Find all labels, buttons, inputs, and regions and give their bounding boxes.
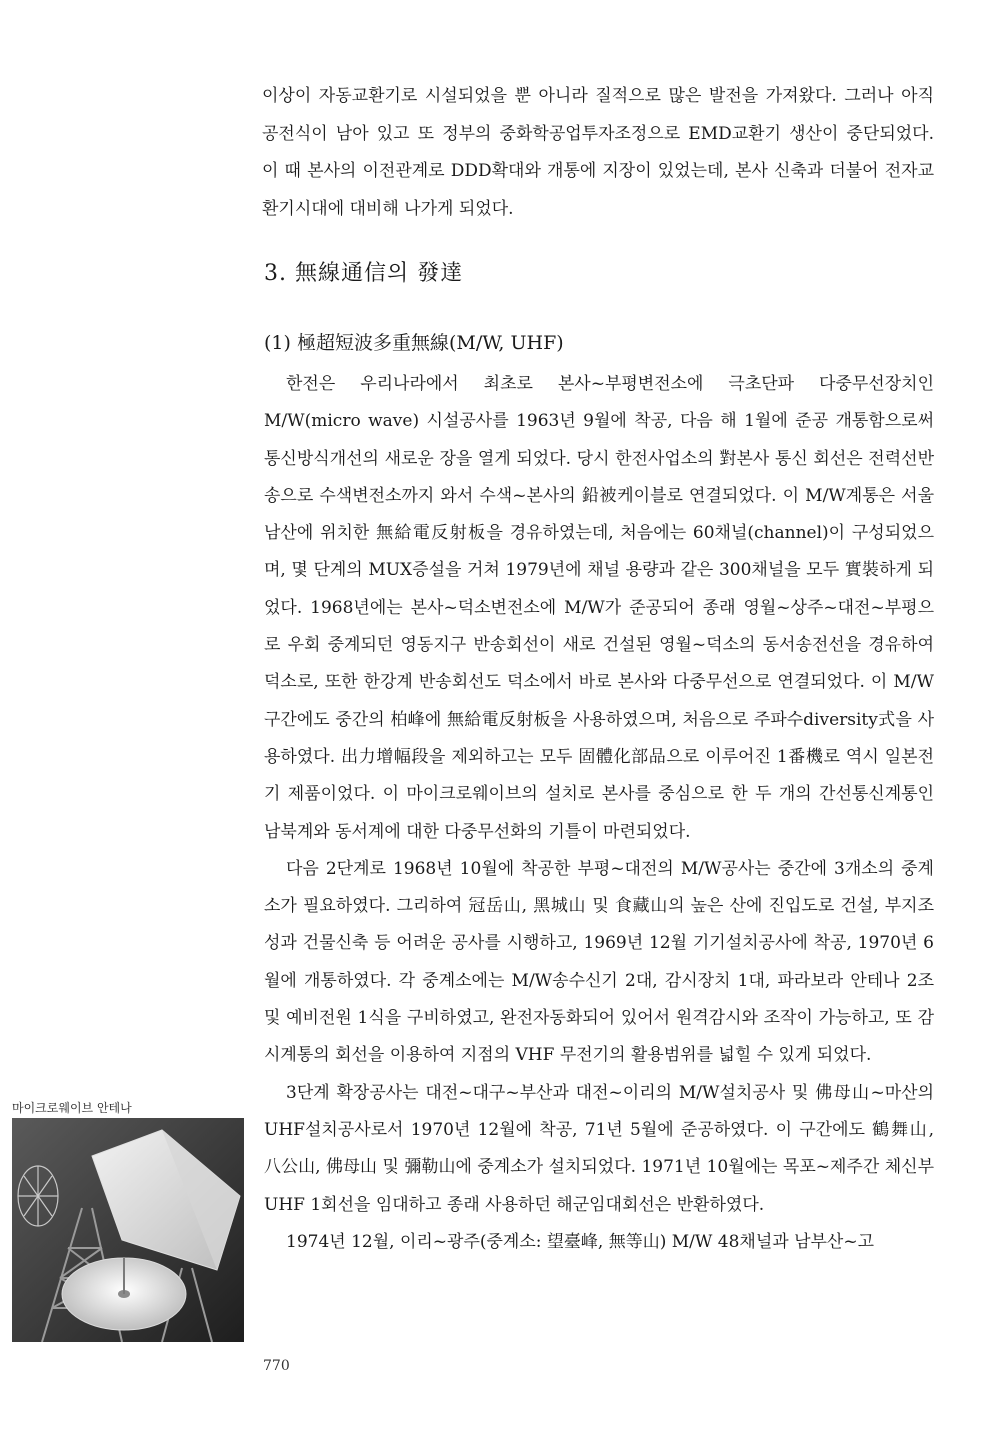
antenna-illustration [12,1118,244,1342]
body-paragraph-2: 다음 2단계로 1968년 10월에 착공한 부평~대전의 M/W공사는 중간에 3개소의 중계소가 필요하였다. 그리하여 冠岳山, 黑城山 및 食藏山의 높은 산에 진입도로 건설, 부지조성과 건물신축 등 어려운 공사를 시행하고, 1969년 12월 기기설치공사에 착공, 1970년 6월에 개통하였다. 각 중계소에는 M/W송수신기 2대, 감시장치 1대, 파라보라 안테나 2조 및 예비전원 1식을 구비하였고, 완전자동화되어 있어서 원격감시와 조작이 가능하고, 또 감시계통의 회선을 이용하여 지점의 VHF 무전기의 활용범위를 넓힐 수 있게 되었다. [264,858,934,1066]
subsection-title: (1) 極超短波多重無線(M/W, UHF) [264,332,564,354]
body-paragraph-4: 1974년 12월, 이리~광주(중계소: 望臺峰, 無等山) M/W 48채널과 남부산~고 [286,1231,875,1252]
section-title: 3. 無線通信의 發達 [264,261,464,286]
microwave-antenna-photo [12,1118,244,1342]
page-number: 770 [263,1358,290,1374]
body-paragraph-1: 한전은 우리나라에서 최초로 본사~부평변전소에 극초단파 다중무선장치인 M/W(micro wave) 시설공사를 1963년 9월에 착공, 다음 해 1월에 준공 개통함으로써 통신방식개선의 새로운 장을 열게 되었다. 당시 한전사업소의 對본사 통신 회선은 전력선반송으로 수색변전소까지 와서 수색~본사의 鉛被케이블로 연결되었다. 이 M/W계통은 서울 남산에 위치한 無給電反射板을 경유하였는데, 처음에는 60채널(channel)이 구성되었으며, 몇 단계의 MUX증설을 거쳐 1979년에 채널 용량과 같은 300채널을 모두 實裝하게 되었다. 1968년에는 본사~덕소변전소에 M/W가 준공되어 종래 영월~상주~대전~부평으로 우회 중계되던 영동지구 반송회선이 새로 건설된 영월~덕소의 동서송전선을 경유하여 덕소로, 또한 한강계 반송회선도 덕소에서 바로 본사와 다중무선으로 연결되었다. 이 M/W구간에도 중간의 柏峰에 無給電反射板을 사용하였으며, 처음으로 주파수diversity式을 사용하였다. 出力增幅段을 제외하고는 모두 固體化部品으로 이루어진 1番機로 역시 일본전기 제품이었다. 이 마이크로웨이브의 설치로 본사를 중심으로 한 두 개의 간선통신계통인 남북계와 동서계에 대한 다중무선화의 기틀이 마련되었다. [264,374,934,842]
body-paragraph-3: 3단계 확장공사는 대전~대구~부산과 대전~이리의 M/W설치공사 및 佛母山~마산의 UHF설치공사로서 1970년 12월에 착공, 71년 5월에 준공하였다. 이 구간에도 鶴舞山, 八公山, 佛母山 및 彌勒山에 중계소가 설치되었다. 1971년 10월에는 목포~제주간 체신부UHF 1회선을 임대하고 종래 사용하던 해군임대회선은 반환하였다. [264,1082,934,1215]
photo-caption: 마이크로웨이브 안테나 [12,1101,132,1115]
body-text [264,366,934,1261]
intro-paragraph: 이상이 자동교환기로 시설되었을 뿐 아니라 질적으로 많은 발전을 가져왔다. 그러나 아직 공전식이 남아 있고 또 정부의 중화학공업투자조정으로 EMD교환기 생산이 중단되었다. 이 때 본사의 이전관계로 DDD확대와 개통에 지장이 있었는데, 본사 신축과 더불어 전자교환기시대에 대비해 나가게 되었다. [262,86,934,219]
